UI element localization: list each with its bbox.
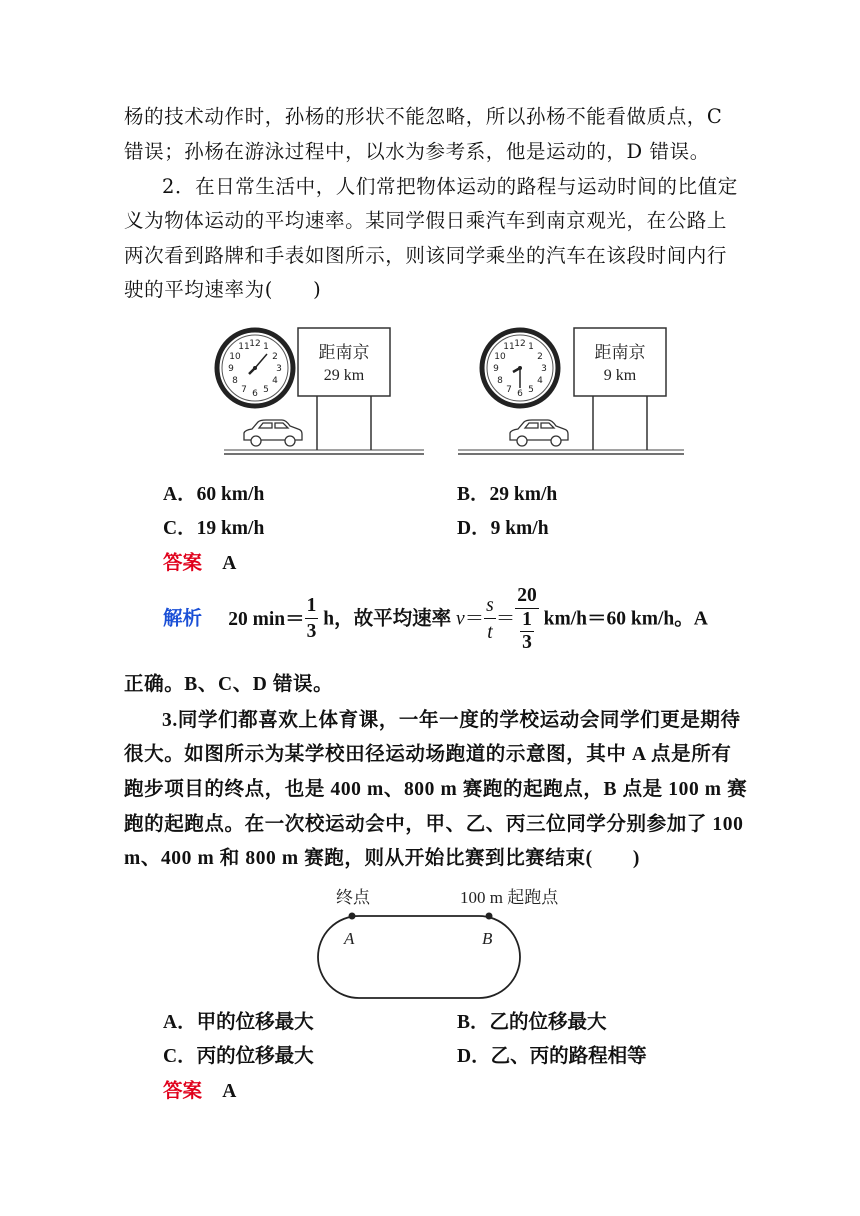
option-a: A．甲的位移最大 — [163, 1012, 314, 1033]
label-finish: 终点 — [336, 888, 370, 908]
clock-number: 7 — [506, 385, 512, 395]
clock-number: 6 — [517, 389, 523, 399]
clock-number: 9 — [228, 364, 234, 374]
question-3-line: 3.同学们都喜欢上体育课，一年一度的学校运动会同学们更是期待 — [162, 710, 741, 731]
analysis-row — [163, 584, 708, 656]
label-100m-start: 100 m 起跑点 — [460, 888, 559, 907]
clock-number: 3 — [541, 364, 547, 374]
clock-number: 12 — [514, 339, 526, 349]
option-c: C．丙的位移最大 — [163, 1046, 314, 1067]
answer-label: 答案 — [163, 1079, 203, 1102]
question-3-line: 跑的起跑点。在一次校运动会中，甲、乙、丙三位同学分别参加了 100 — [124, 814, 744, 835]
fraction-20-over-third: 20 1 3 — [517, 585, 537, 653]
answer-value: A — [222, 553, 237, 574]
option-a: A．60 km/h — [163, 484, 265, 505]
fraction-one-third: $\frac{1}{3}$ — [306, 594, 317, 642]
question-3-line: 很大。如图所示为某学校田径运动场跑道的示意图，其中 A 点是所有 — [124, 744, 732, 765]
var-v: v — [455, 608, 465, 630]
road-sign-figure — [212, 306, 692, 466]
clock-number: 12 — [249, 339, 261, 349]
clock-number: 11 — [503, 342, 515, 352]
clock-number: 10 — [229, 352, 241, 362]
point-a-dot — [349, 913, 356, 920]
label-point-a: A — [344, 929, 355, 948]
clock-number: 1 — [528, 342, 534, 352]
clock-number: 2 — [537, 352, 543, 362]
question-3-line: 跑步项目的终点，也是 400 m、800 m 赛跑的起跑点，B 点是 100 m 赛 — [124, 779, 748, 800]
clock-number: 5 — [528, 385, 534, 395]
fraction-s-over-t: $\frac{s}{t}$ — [486, 594, 494, 643]
clock-number: 8 — [497, 376, 503, 386]
equals: ＝ — [464, 606, 485, 630]
answer-row — [163, 1076, 236, 1107]
question-2-line: 义为物体运动的平均速率。某同学假日乘汽车到南京观光，在公路上 — [124, 209, 728, 232]
clock-number: 8 — [232, 376, 238, 386]
clock-left — [217, 330, 293, 406]
clock-number: 5 — [263, 385, 269, 395]
analysis-text: 20 min＝ — [228, 608, 305, 630]
answer-label: 答案 — [163, 551, 203, 574]
option-d: D．9 km/h — [457, 518, 549, 539]
clock-number: 1 — [263, 342, 269, 352]
clock-number: 4 — [537, 376, 543, 386]
clock-number: 2 — [272, 352, 278, 362]
point-b-dot — [486, 913, 493, 920]
sign-left-line2: 29 km — [323, 367, 365, 384]
question-3-line: m、400 m 和 800 m 赛跑，则从开始比赛到比赛结束( ) — [124, 848, 640, 869]
text-line: 杨的技术动作时，孙杨的形状不能忽略，所以孙杨不能看做质点，C — [124, 105, 723, 128]
car-left — [244, 420, 302, 446]
clock-number: 3 — [276, 364, 282, 374]
question-2-line: 两次看到路牌和手表如图所示，则该同学乘坐的汽车在该段时间内行 — [124, 244, 728, 267]
clock-right — [482, 330, 558, 406]
label-point-b: B — [482, 929, 493, 948]
option-b: B．29 km/h — [457, 484, 558, 505]
option-c: C．19 km/h — [163, 518, 265, 539]
sign-right-line1: 距南京 — [594, 343, 646, 363]
clock-number: 10 — [494, 352, 506, 362]
analysis-text: km/h＝60 km/h。A — [538, 608, 708, 630]
car-right — [510, 420, 568, 446]
question-2-line: 驶的平均速率为( ) — [124, 278, 322, 301]
clock-number: 11 — [238, 342, 250, 352]
question-2-line: 2．在日常生活中，人们常把物体运动的路程与运动时间的比值定 — [162, 175, 738, 198]
track-figure — [308, 878, 598, 1008]
sign-left-line1: 距南京 — [318, 343, 370, 363]
analysis-text: h，故平均速率 — [318, 608, 456, 630]
option-d: D．乙、丙的路程相等 — [457, 1046, 647, 1067]
equals: ＝ — [495, 606, 516, 630]
analysis-line: 正确。B、C、D 错误。 — [124, 674, 334, 695]
sign-right-line2: 9 km — [603, 367, 637, 384]
text-line: 错误；孙杨在游泳过程中，以水为参考系，他是运动的，D 错误。 — [124, 140, 710, 163]
option-b: B．乙的位移最大 — [457, 1012, 607, 1033]
clock-number: 6 — [252, 389, 258, 399]
clock-number: 9 — [493, 364, 499, 374]
analysis-label: 解析 — [163, 606, 203, 630]
answer-row — [163, 548, 236, 579]
answer-value: A — [222, 1081, 237, 1102]
clock-number: 4 — [272, 376, 278, 386]
clock-number: 7 — [241, 385, 247, 395]
